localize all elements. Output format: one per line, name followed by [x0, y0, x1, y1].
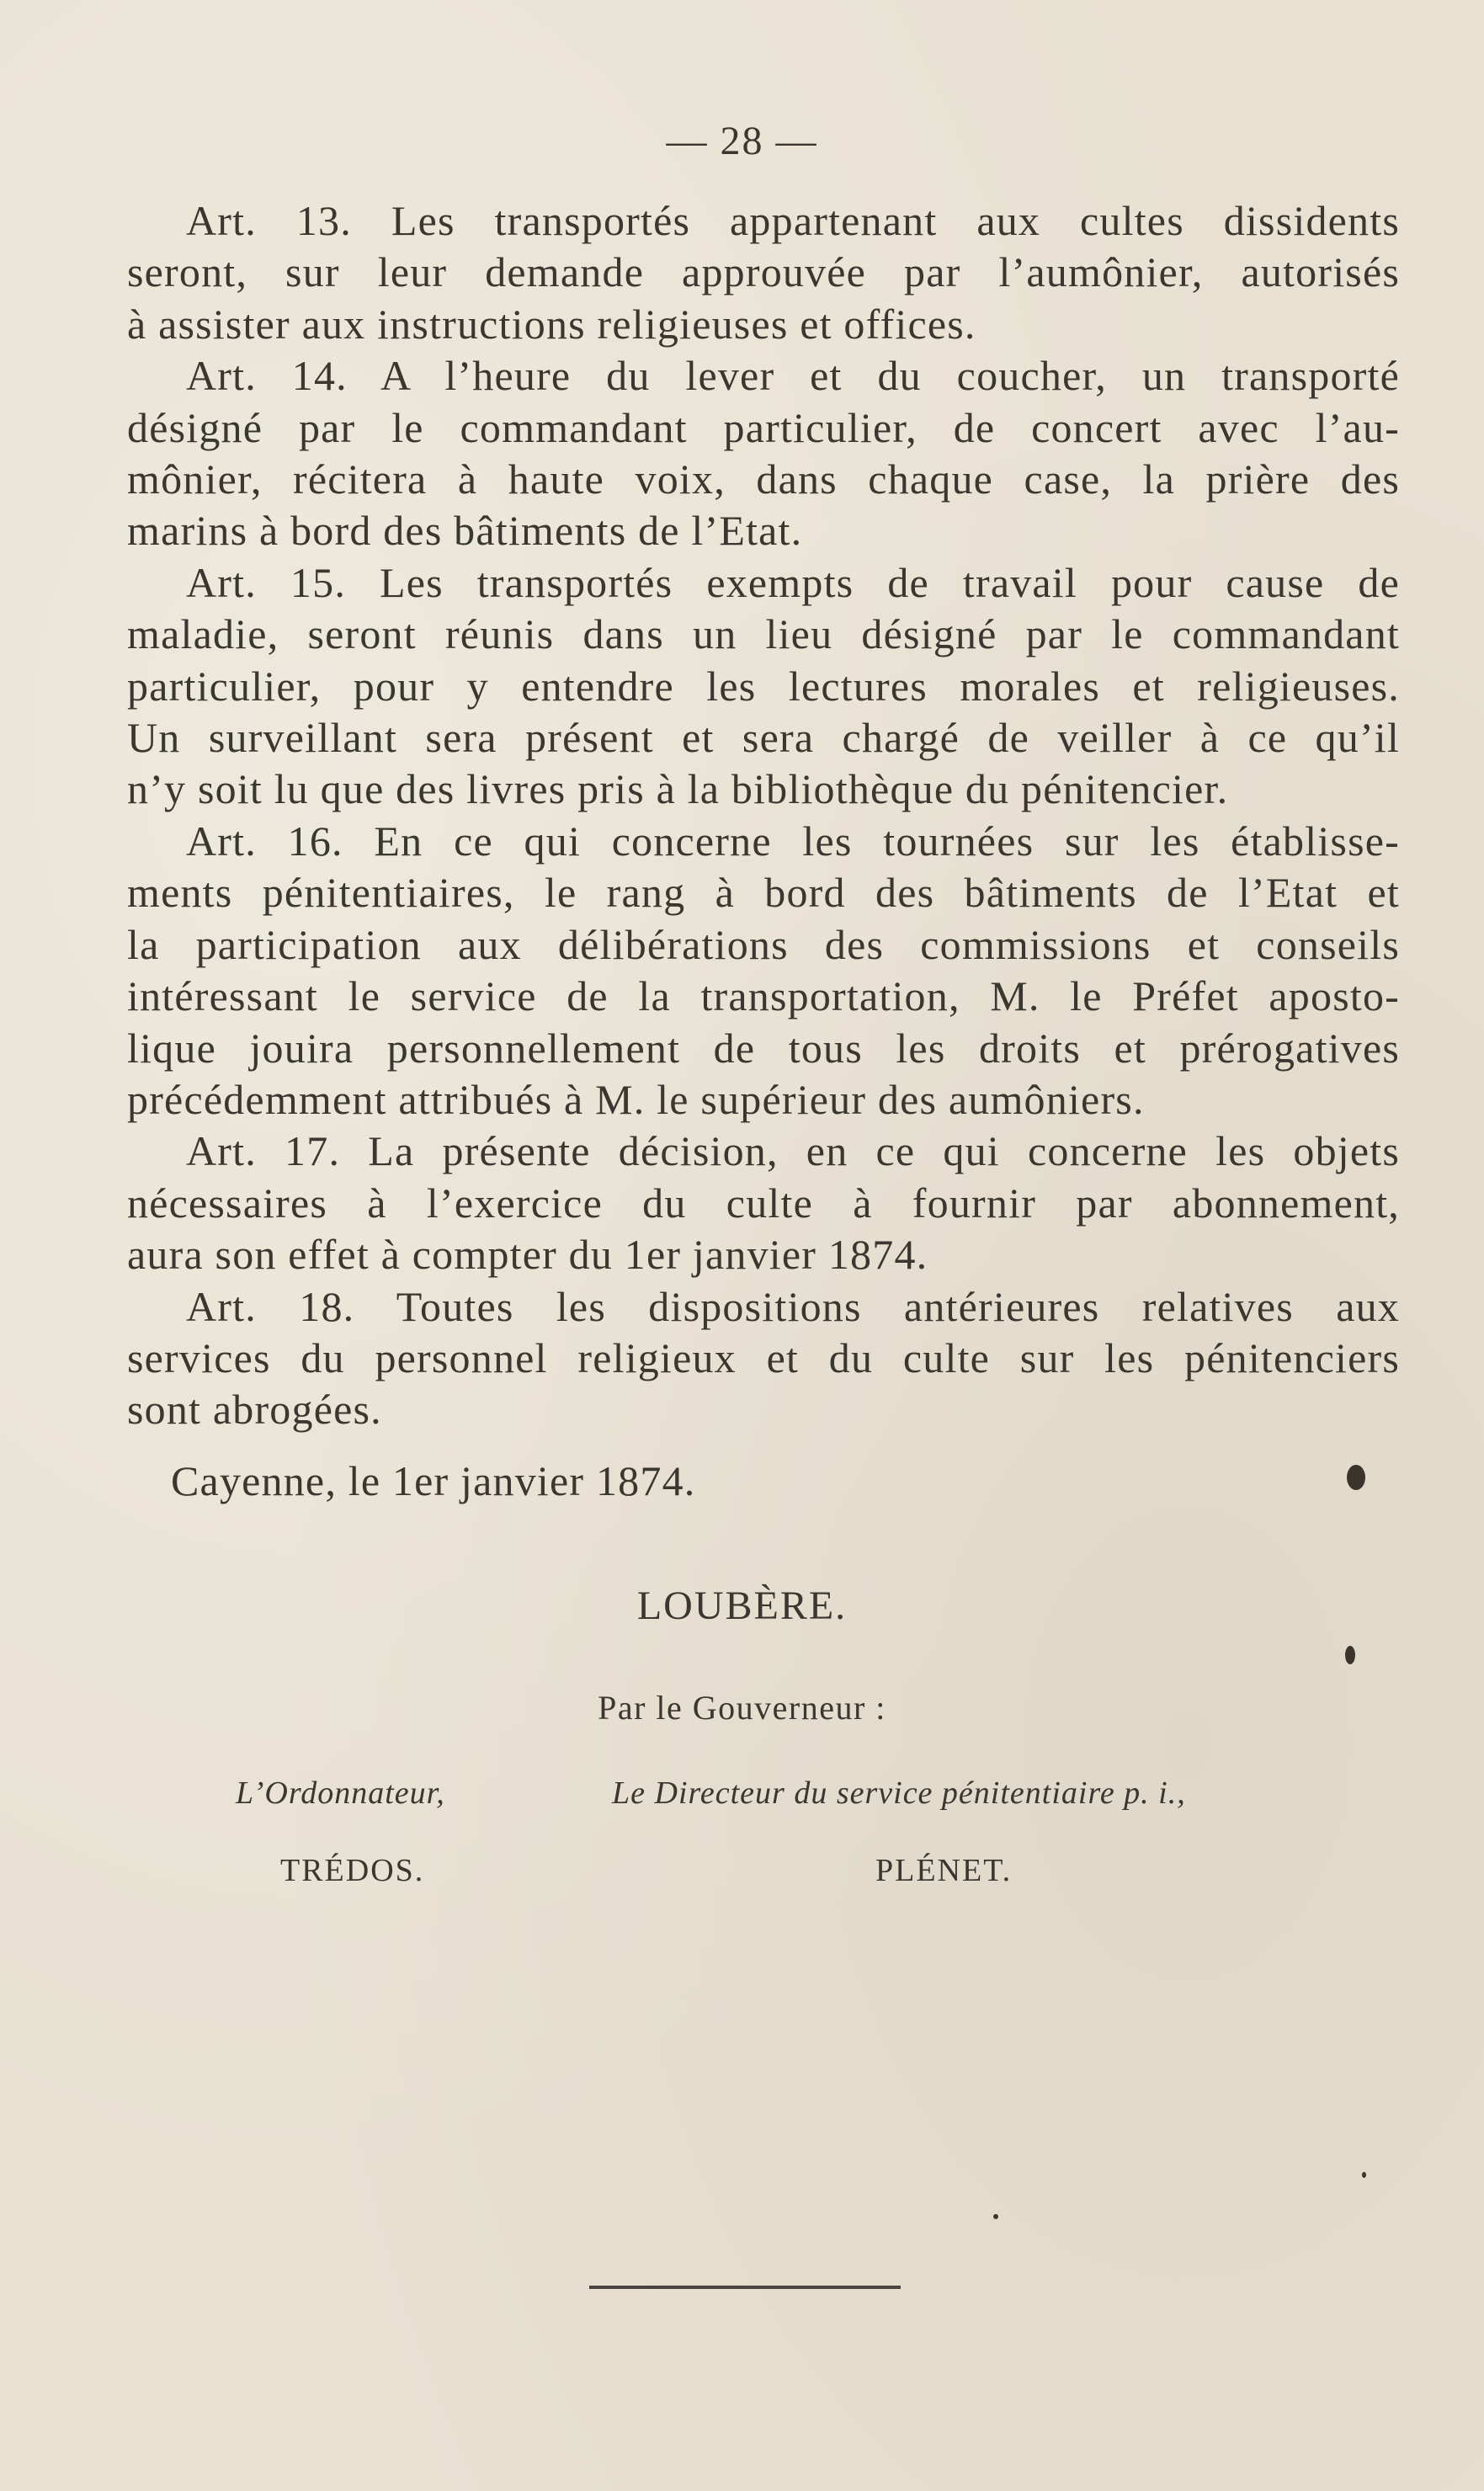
- article-18: [127, 1281, 1400, 1436]
- ordonnateur-name: TRÉDOS.: [280, 1853, 425, 1888]
- closing-rule: [589, 2286, 901, 2289]
- text-line: Un surveillant sera présent et sera chargé de veiller à ce qu’il: [127, 714, 1400, 762]
- text-line: mônier, récitera à haute voix, dans chaque case, la prière des: [127, 455, 1400, 503]
- ordonnateur-title: L’Ordonnateur,: [236, 1775, 445, 1811]
- text-line: maladie, seront réunis dans un lieu désigné par le commandant: [127, 610, 1400, 658]
- ink-speck: [1345, 1646, 1355, 1664]
- article-14: [127, 350, 1400, 557]
- text-line: sont abrogées.: [127, 1386, 382, 1434]
- text-line: marins à bord des bâtiments de l’Etat.: [127, 507, 803, 555]
- text-line: ments pénitentiaires, le rang à bord des bâtiments de l’Etat et: [127, 869, 1400, 917]
- text-line: à assister aux instructions religieuses et offices.: [127, 300, 976, 348]
- text-line: la participation aux délibérations des commissions et conseils: [127, 920, 1400, 968]
- by-governor-line: Par le Gouverneur :: [598, 1689, 886, 1727]
- governor-signature: LOUBÈRE.: [636, 1583, 848, 1628]
- article-17: [127, 1126, 1400, 1280]
- articles-body: [127, 195, 1400, 1436]
- text-line: Art. 16. En ce qui concerne les tournées sur les établisse-: [186, 817, 1400, 865]
- page-number: — 28 —: [666, 119, 818, 163]
- article-16: [127, 816, 1400, 1126]
- text-line: Art. 13. Les transportés appartenant aux cultes dissidents: [186, 197, 1400, 244]
- text-line: Art. 17. La présente décision, en ce qui concerne les objets: [186, 1127, 1400, 1175]
- text-line: aura son effet à compter du 1er janvier 1874.: [127, 1231, 928, 1279]
- text-line: intéressant le service de la transportation, M. le Préfet aposto-: [127, 972, 1400, 1020]
- text-line: services du personnel religieux et du culte sur les pénitenciers: [127, 1333, 1400, 1381]
- text-line: particulier, pour y entendre les lectures morales et religieuses.: [127, 662, 1400, 710]
- text-line: désigné par le commandant particulier, de concert avec l’au-: [127, 403, 1400, 451]
- ink-blot: [1347, 1465, 1365, 1490]
- directeur-title: Le Directeur du service pénitentiaire p. i.,: [612, 1775, 1186, 1811]
- text-line: lique jouira personnellement de tous les droits et prérogatives: [127, 1024, 1400, 1072]
- ink-speck: [1362, 2172, 1366, 2178]
- text-line: nécessaires à l’exercice du culte à fournir par abonnement,: [127, 1179, 1400, 1227]
- text-line: n’y soit lu que des livres pris à la bibliothèque du pénitencier.: [127, 765, 1229, 813]
- text-line: Art. 14. A l’heure du lever et du coucher, un transporté: [186, 352, 1400, 400]
- ink-speck: [993, 2214, 998, 2219]
- text-line: Art. 18. Toutes les dispositions antérieures relatives aux: [186, 1282, 1400, 1330]
- place-and-date: Cayenne, le 1er janvier 1874.: [171, 1457, 696, 1504]
- text-line: précédemment attribués à M. le supérieur des aumôniers.: [127, 1075, 1145, 1123]
- article-15: [127, 557, 1400, 816]
- directeur-name: PLÉNET.: [875, 1853, 1013, 1888]
- text-line: Art. 15. Les transportés exempts de travail pour cause de: [186, 558, 1400, 606]
- text-line: seront, sur leur demande approuvée par l’aumônier, autorisés: [127, 248, 1400, 296]
- article-13: [127, 195, 1400, 350]
